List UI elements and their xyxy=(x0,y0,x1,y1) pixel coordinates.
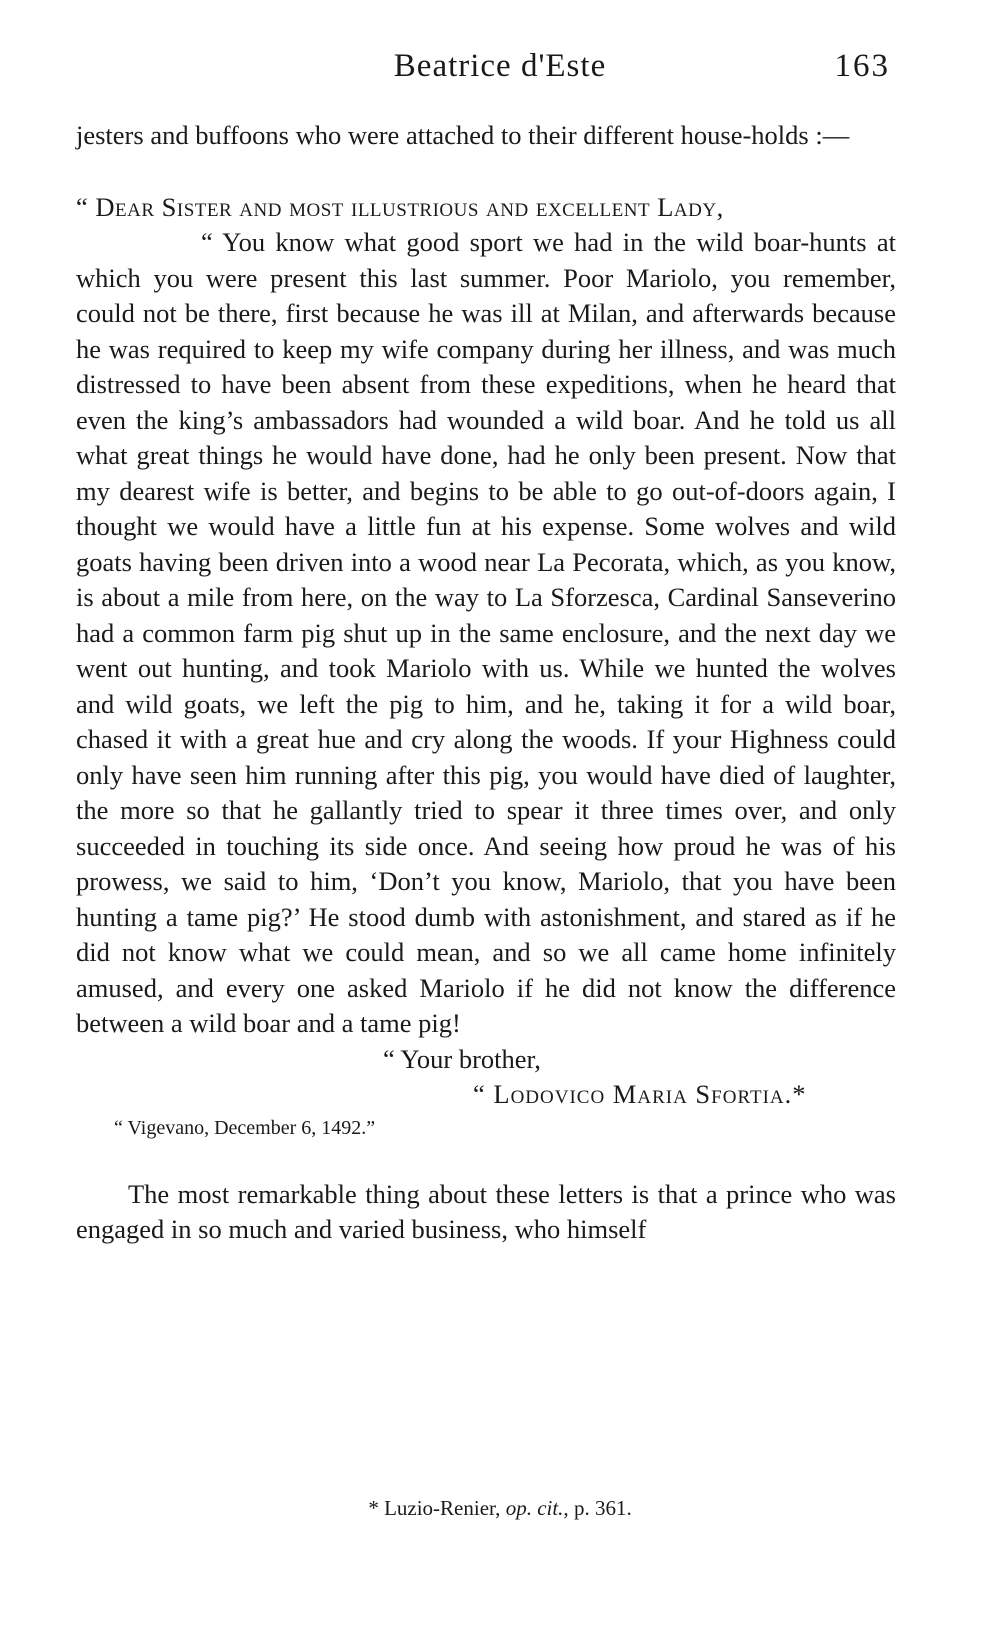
letter-dateline: “ Vigevano, December 6, 1492.” xyxy=(114,1116,376,1139)
letter-body: “ You know what good sport we had in the wild boar-hunts at which you were present this last summer. Poor Mariolo, you remember, could not be there, first because he was ill at Milan, and afterwards because he was required to keep my wife company during her illness, and was much distressed to have been absent from these expeditions, when he heard that even the king’s ambassadors had wounded a wild boar. And he told us all what great things he would have done, had he only been present. Now that my dearest wife is better, and begins to be able to go out-of-doors again, I thought we would have a little fun at his expense. Some wolves and wild goats having been driven into a wood near La Pecorata, which, as you know, is about a mile from here, on the way to La Sforzesca, Cardinal Sanseverino had a common farm pig shut up in the same enclosure, and the next day we went out hunting, and took Mariolo with us. While we hunted the wolves and wild goats, we left the pig to him, and he, taking it for a wild boar, chased it with a great hue and cry along the woods. If your Highness could only have seen him running after this pig, you would have died of laughter, the more so that he gallantly tried to spear it three times over, and only succeeded in touching its side once. And seeing how proud he was of his prowess, we said to him, ‘Don’t you know, Mariolo, that you have been hunting a tame pig?’ He stood dumb with astonishment, and stared as if he did not know what we could mean, and so we all came home infinitely amused, and every one asked Mariolo if he did not know the difference between a wild boar and a tame pig! xyxy=(76,227,896,1038)
body-text xyxy=(76,118,896,1248)
letter-closing: “ Your brother, xyxy=(383,1043,541,1074)
page-number: 163 xyxy=(834,48,890,84)
footnote-marker: * xyxy=(368,1496,379,1520)
letter-salutation: “ Dear Sister and most illustrious and excellent Lady, xyxy=(76,191,724,222)
running-title: Beatrice d'Este xyxy=(393,48,607,84)
intro-paragraph: jesters and buffoons who were attached to their different house-holds :— xyxy=(76,120,850,150)
footnote-author: Luzio-Renier, xyxy=(384,1496,501,1520)
footnote-op-cit: op. cit., xyxy=(505,1496,569,1520)
commentary-paragraph: The most remarkable thing about these letters is that a prince who was engaged in so much and varied business, who himself xyxy=(76,1178,896,1244)
footnote xyxy=(0,1496,1000,1521)
letter-signature: “ Lodovico Maria Sfortia.* xyxy=(473,1079,807,1109)
footnote-page-ref: p. 361. xyxy=(573,1496,632,1520)
